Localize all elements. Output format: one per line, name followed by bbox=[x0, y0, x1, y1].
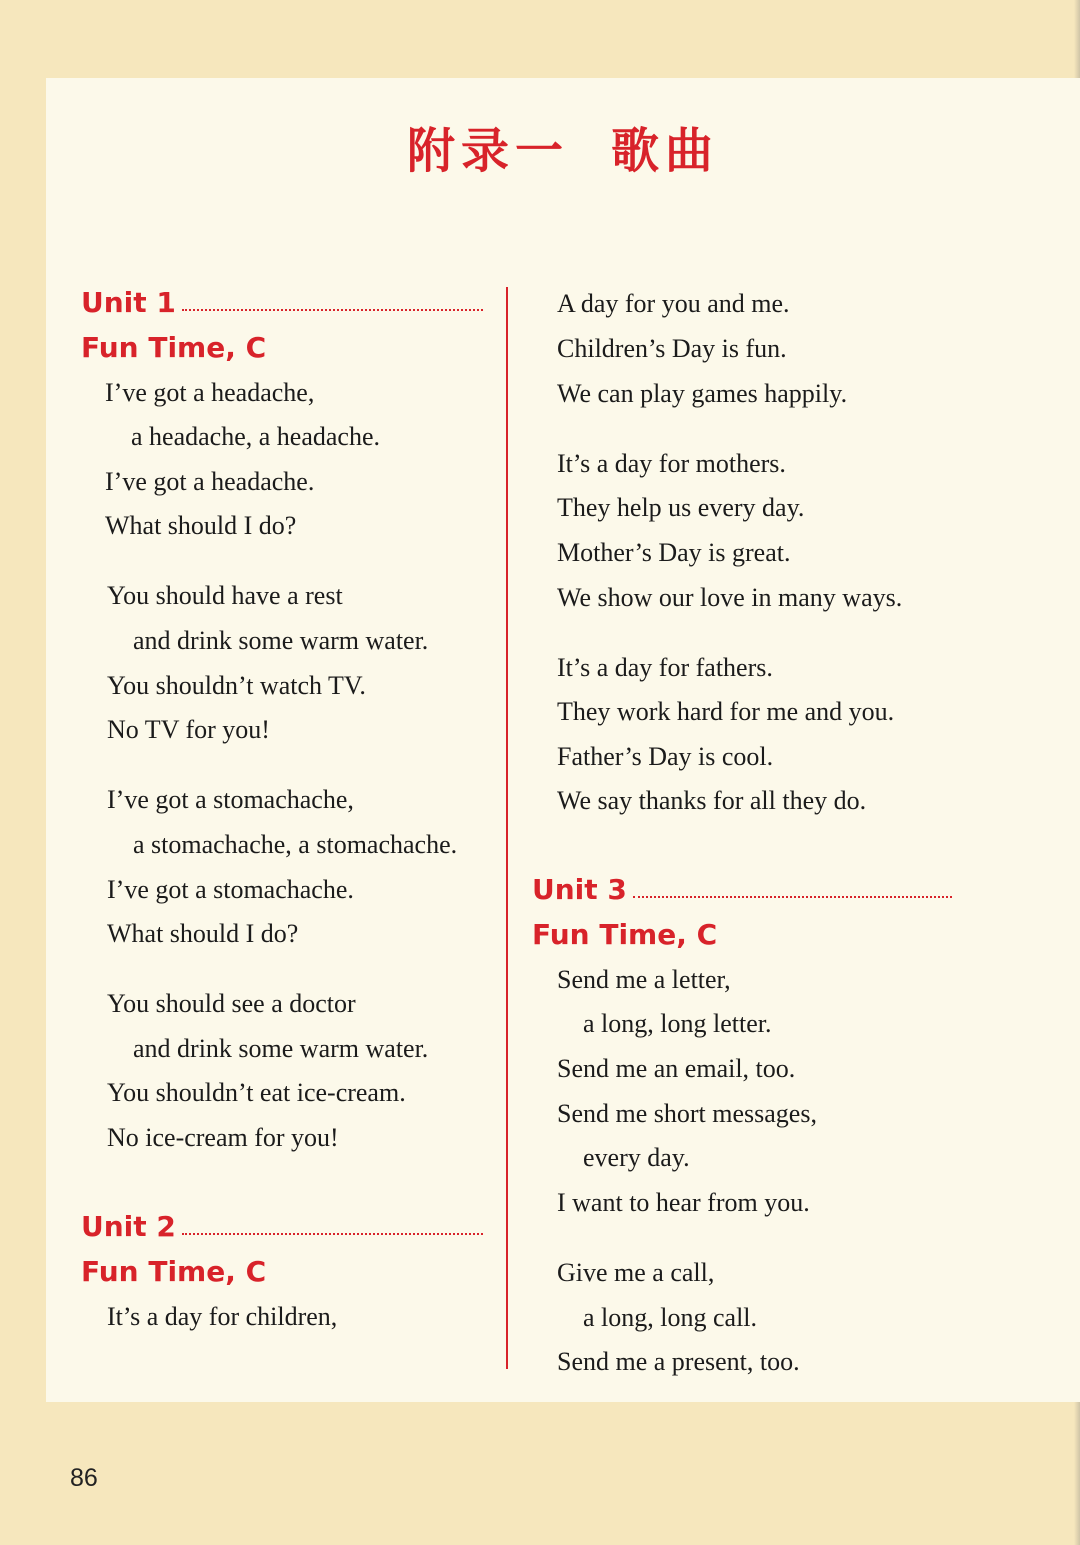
song-line: and drink some warm water. bbox=[133, 626, 429, 655]
page-title bbox=[46, 112, 1080, 181]
song-line: every day. bbox=[583, 1143, 690, 1172]
song-line: You should see a doctor bbox=[107, 989, 356, 1018]
song-line: a headache, a headache. bbox=[131, 422, 380, 451]
song-line: I’ve got a headache. bbox=[105, 467, 315, 496]
song-line: It’s a day for children, bbox=[107, 1302, 338, 1331]
song-line: I’ve got a stomachache, bbox=[107, 785, 354, 814]
song-line: Mother’s Day is great. bbox=[557, 538, 791, 567]
song-line: Send me a present, too. bbox=[557, 1347, 800, 1376]
song-line: You shouldn’t eat ice-cream. bbox=[107, 1078, 406, 1107]
unit-2-label: Unit 2 bbox=[81, 1210, 176, 1243]
song-line: Send me short messages, bbox=[557, 1099, 817, 1128]
song-line: We say thanks for all they do. bbox=[557, 786, 867, 815]
song-line: You shouldn’t watch TV. bbox=[107, 671, 366, 700]
unit-2-heading bbox=[81, 1210, 483, 1243]
song-line: Children’s Day is fun. bbox=[557, 334, 787, 363]
song-line: Send me an email, too. bbox=[557, 1054, 796, 1083]
song-line: No ice-cream for you! bbox=[107, 1123, 339, 1152]
song-line: Send me a letter, bbox=[557, 965, 731, 994]
title-appendix: 附录一 bbox=[406, 123, 569, 179]
song-line: It’s a day for mothers. bbox=[557, 449, 786, 478]
song-line: I’ve got a stomachache. bbox=[107, 875, 354, 904]
song-line: A day for you and me. bbox=[557, 289, 790, 318]
unit-3-label: Unit 3 bbox=[532, 873, 627, 906]
song-line: Father’s Day is cool. bbox=[557, 742, 774, 771]
dotted-leader bbox=[182, 1232, 483, 1235]
title-songs: 歌曲 bbox=[611, 123, 720, 179]
song-line: It’s a day for fathers. bbox=[557, 653, 773, 682]
unit-2-section-title: Fun Time, C bbox=[81, 1255, 267, 1288]
song-line: and drink some warm water. bbox=[133, 1034, 429, 1063]
song-line: a long, long letter. bbox=[583, 1009, 772, 1038]
song-line: They help us every day. bbox=[557, 493, 805, 522]
song-line: No TV for you! bbox=[107, 715, 270, 744]
song-line: Give me a call, bbox=[557, 1258, 715, 1287]
column-divider bbox=[506, 287, 508, 1369]
dotted-leader bbox=[182, 308, 483, 311]
song-line: I want to hear from you. bbox=[557, 1188, 810, 1217]
page-number: 86 bbox=[70, 1464, 98, 1492]
song-line: We can play games happily. bbox=[557, 379, 848, 408]
unit-1-section-title: Fun Time, C bbox=[81, 331, 267, 364]
song-line: I’ve got a headache, bbox=[105, 378, 315, 407]
song-line: They work hard for me and you. bbox=[557, 697, 895, 726]
song-line: a long, long call. bbox=[583, 1303, 758, 1332]
song-line: We show our love in many ways. bbox=[557, 583, 903, 612]
unit-1-label: Unit 1 bbox=[81, 286, 176, 319]
dotted-leader bbox=[633, 895, 952, 898]
song-line: What should I do? bbox=[107, 919, 299, 948]
song-line: You should have a rest bbox=[107, 581, 343, 610]
unit-3-heading bbox=[532, 873, 952, 906]
unit-1-heading bbox=[81, 286, 483, 319]
song-line: a stomachache, a stomachache. bbox=[133, 830, 458, 859]
song-line: What should I do? bbox=[105, 511, 297, 540]
unit-3-section-title: Fun Time, C bbox=[532, 918, 718, 951]
